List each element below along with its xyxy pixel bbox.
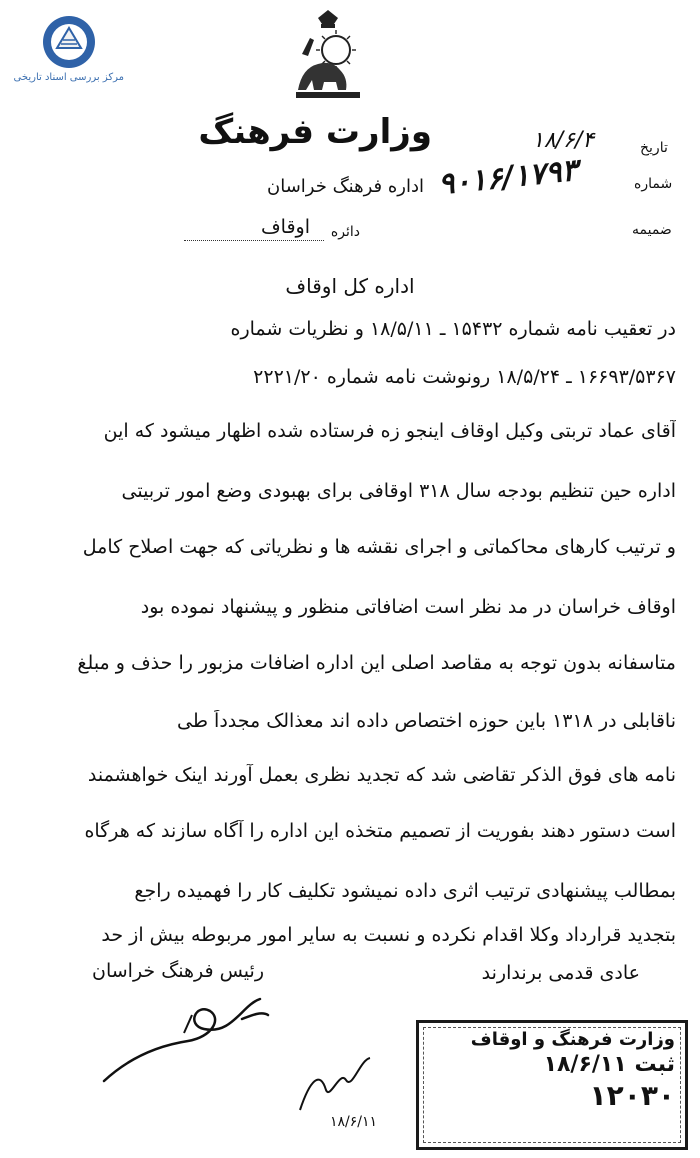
number-label-text: شماره: [634, 176, 673, 192]
document-center-logo-icon: [41, 14, 97, 70]
watermark: [14, 14, 124, 83]
stamp-line-2: ثبت ۱۸/۶/۱۱: [543, 1052, 675, 1077]
date-label: [640, 140, 668, 156]
body-line: آقای عماد تربتی وکیل اوقاف اینجو زه فرستاده شده اظهار میشود که این: [103, 420, 676, 442]
handwritten-note-icon: [290, 1040, 390, 1130]
lion-and-sun-emblem: [288, 8, 368, 104]
body-line: اداره حین تنظیم بودجه سال ۳۱۸ اوقافی برای بهبودی وضع امور تربیتی: [121, 480, 676, 502]
date-value: ۱۸/۶/۴: [532, 128, 595, 153]
body-line: بتجدید قرارداد وکلا اقدام نکرده و نسبت به سایر امور مربوطه بیش از حد: [101, 924, 676, 946]
attachment-label: [632, 222, 672, 238]
dept-value: اوقاف: [260, 216, 310, 238]
registration-stamp: [416, 1020, 688, 1150]
dept-label: دائره: [330, 224, 360, 240]
office-name: اداره فرهنگ خراسان: [267, 176, 424, 197]
watermark-text: مرکز بررسی اسناد تاریخی: [13, 72, 124, 83]
signature-scribble: [92, 985, 282, 1099]
signature-title: رئیس فرهنگ خراسان: [92, 960, 264, 982]
body-line: نامه های فوق الذکر تقاضی شد که تجدید نظری بعمل آورند اینک خواهشمند: [87, 764, 676, 786]
body-line: بمطالب پیشنهادی ترتیب اثری داده نمیشود تکلیف کار را فهمیده راجع: [134, 880, 676, 902]
body-line: عادی قدمی برندارند: [481, 962, 640, 984]
stamp-line-3: ۱۲۰۳۰: [589, 1079, 675, 1112]
body-line: و ترتیب کارهای محاکماتی و اجرای نقشه ها و نظریاتی که جهت اصلاح کامل: [82, 536, 676, 558]
body-line: است دستور دهند بفوریت از تصمیم متخذه این اداره را آگاه سازند که هرگاه: [84, 820, 676, 842]
attachment-label-text: ضمیمه: [632, 222, 672, 238]
handwritten-note: [290, 1040, 390, 1134]
handwritten-note-text: ۱۸/۶/۱۱: [330, 1114, 378, 1130]
date-label-text: تاریخ: [640, 140, 668, 156]
stamp-line-1: وزارت فرهنگ و اوقاف: [470, 1029, 675, 1050]
body-line: در تعقیب نامه شماره ۱۵۴۳۲ ـ ۱۸/۵/۱۱ و نظریات شماره: [230, 318, 676, 340]
body-line: اوقاف خراسان در مد نظر است اضافاتی منظور و پیشنهاد نموده بود: [140, 596, 676, 618]
signature-scribble-icon: [92, 985, 282, 1095]
lion-and-sun-emblem-icon: [288, 8, 368, 104]
addressee: اداره کل اوقاف: [285, 274, 415, 298]
number-label: [634, 176, 672, 192]
body-line: متاسفانه بدون توجه به مقاصد اصلی این اداره اضافات مزبور را حذف و مبلغ: [77, 652, 676, 674]
body-line: ناقابلی در ۱۳۱۸ باین حوزه اختصاص داده اند معذالک مجدداً طی: [177, 710, 676, 732]
body-line: ۱۶۶۹۳/۵۳۶۷ ـ ۱۸/۵/۲۴ رونوشت نامه شماره ۲۲۲۱/۲۰: [253, 366, 676, 388]
number-value: ۹۰۱۶/۱۷۹۳: [436, 152, 580, 203]
ministry-title: وزارت فرهنگ: [198, 112, 432, 152]
